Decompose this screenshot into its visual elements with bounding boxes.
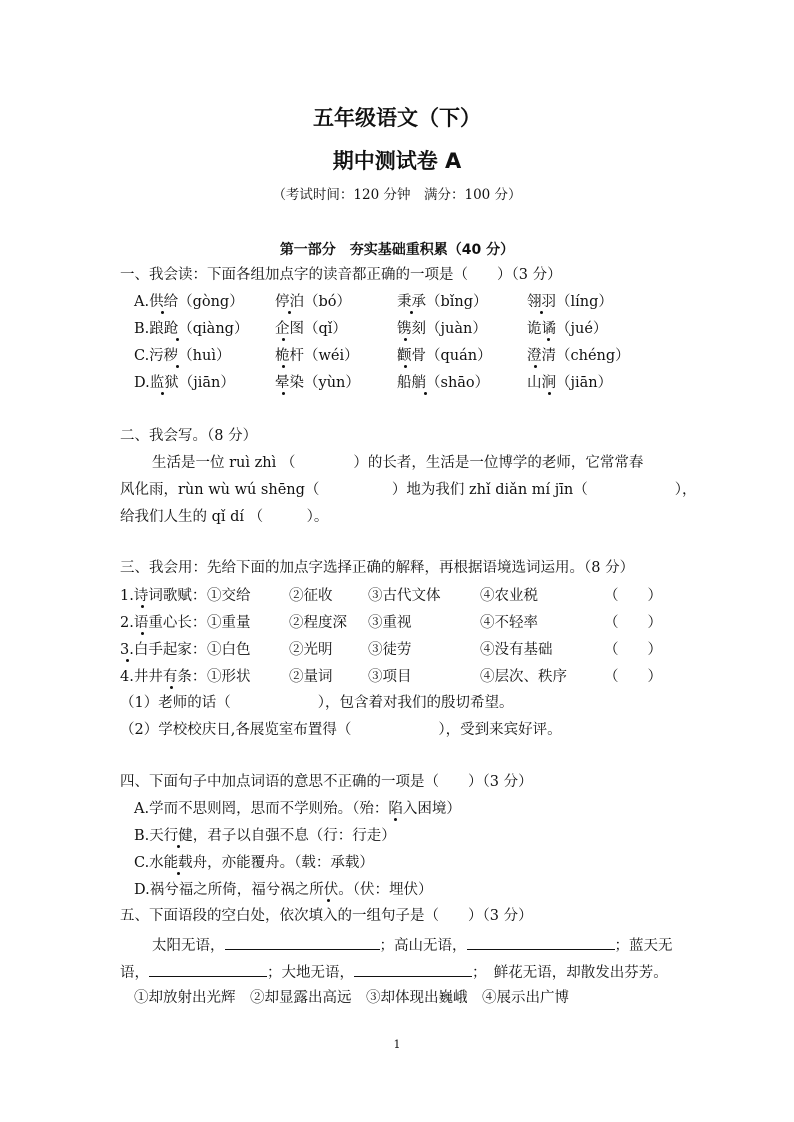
q5-paragraph-line-1 [152, 935, 673, 955]
q3-r1-word: 1.诗词歌赋： [120, 588, 207, 604]
emphasis-dot [288, 311, 291, 314]
q1-b-3: 镌刻（juàn） [397, 321, 487, 337]
q1-d-2: 晕染（yùn） [275, 375, 360, 391]
q3-r1-o1: ①交给 [207, 588, 251, 604]
emphasis-dot [141, 632, 144, 635]
emphasis-dot [404, 338, 407, 341]
q2-line-2: 风化雨，rùn wù wú shēng（ ）地为我们 zhǐ diǎn mí jīn（ ）， [120, 482, 697, 498]
q2-stem: 二、我会写。（8 分） [120, 428, 258, 444]
q1-c-3: 颧骨（quán） [397, 348, 492, 364]
q3-r2-o4: ④不轻率 [480, 615, 538, 631]
q3-r3-answer-blank[interactable]: （ ） [604, 642, 662, 658]
q5-p1a: 太阳无语， [152, 938, 225, 954]
q2-line-3: 给我们人生的 qǐ dí （ ）。 [120, 509, 329, 525]
q5-choices: ①却放射出光辉 ②却显露出高远 ③却体现出巍峨 ④展示出广博 [134, 990, 569, 1006]
q1-c-2: 桅杆（wéi） [275, 348, 359, 364]
title-line-2: 期中测试卷 A [332, 149, 462, 173]
q5-blank-1[interactable] [225, 935, 380, 950]
q1-stem: 一、我会读：下面各组加点字的读音都正确的一项是（ ）（3 分） [120, 267, 562, 283]
emphasis-dot [540, 311, 543, 314]
q3-r2-o3: ③重视 [368, 615, 412, 631]
q3-r1-answer-blank[interactable]: （ ） [604, 588, 662, 604]
q3-r3-o4: ④没有基础 [480, 642, 553, 658]
emphasis-dot [161, 392, 164, 395]
q1-a-2: 停泊（bó） [275, 294, 352, 310]
emphasis-dot [282, 338, 285, 341]
q3-r2-answer-blank[interactable]: （ ） [604, 615, 662, 631]
q1-b-2: 企图（qǐ） [275, 321, 347, 337]
emphasis-dot [547, 338, 550, 341]
q1-d-3: 船艄（shāo） [397, 375, 490, 391]
q3-r4-answer-blank[interactable]: （ ） [604, 669, 662, 685]
emphasis-dot [410, 311, 413, 314]
q3-sentence-1: （1）老师的话（ ），包含着对我们的殷切希望。 [120, 695, 514, 711]
q3-r3-o1: ①白色 [207, 642, 251, 658]
q3-r2-word: 2.语重心长： [120, 615, 207, 631]
q3-r4-o3: ③项目 [368, 669, 412, 685]
q1-c-1: C.污秽（huì） [134, 348, 231, 364]
q4-stem: 四、下面句子中加点词语的意思不正确的一项是（ ）（3 分） [120, 774, 533, 790]
q1-a-3: 秉承（bǐng） [397, 294, 488, 310]
q2-line-1: 生活是一位 ruì zhì （ ）的长者，生活是一位博学的老师，它常常春 [152, 455, 644, 471]
q5-blank-3[interactable] [149, 962, 267, 977]
q3-r1-o4: ④农业税 [480, 588, 538, 604]
q3-r3-o2: ②光明 [289, 642, 333, 658]
q3-stem: 三、我会用：先给下面的加点字选择正确的解释，再根据语境选词运用。（8 分） [120, 560, 635, 576]
q3-r1-o2: ②征收 [289, 588, 333, 604]
emphasis-dot [170, 686, 173, 689]
q1-d-1: D.监狱（jiān） [134, 375, 235, 391]
q5-p2a: 语， [120, 965, 149, 981]
emphasis-dot [177, 845, 180, 848]
q3-r2-o2: ②程度深 [289, 615, 347, 631]
q5-stem: 五、下面语段的空白处，依次填入的一组句子是（ ）（3 分） [120, 908, 533, 924]
part1-heading: 第一部分 夯实基础重积累（40 分） [279, 242, 515, 258]
emphasis-dot [141, 605, 144, 608]
exam-info: （考试时间：120 分钟 满分：100 分） [272, 187, 522, 203]
emphasis-dot [548, 392, 551, 395]
q5-p2b: ；大地无语， [267, 965, 354, 981]
emphasis-dot [394, 818, 397, 821]
q3-r4-o2: ②量词 [289, 669, 333, 685]
q3-r4-word: 4.井井有条： [120, 669, 207, 685]
q3-r3-word: 3.白手起家： [120, 642, 207, 658]
q3-r4-o4: ④层次、秩序 [480, 669, 567, 685]
emphasis-dot [177, 872, 180, 875]
q1-a-4: 翎羽（líng） [527, 294, 613, 310]
emphasis-dot [176, 365, 179, 368]
emphasis-dot [327, 899, 330, 902]
q1-b-1: B.踉跄（qiàng） [134, 321, 249, 337]
q1-d-4: 山涧（jiān） [527, 375, 613, 391]
q4-option-a: A.学而不思则罔，思而不学则殆。（殆：陷入困境） [134, 801, 461, 817]
emphasis-dot [282, 365, 285, 368]
q1-b-4: 诡谲（jué） [527, 321, 608, 337]
q3-r3-o3: ③徒劳 [368, 642, 412, 658]
emphasis-dot [534, 365, 537, 368]
q3-r1-o3: ③古代文体 [368, 588, 441, 604]
q1-a-1: A.供给（gòng） [134, 294, 244, 310]
q5-p1c: ；蓝天无 [614, 938, 673, 954]
q5-paragraph-line-2 [120, 962, 668, 982]
emphasis-dot [404, 365, 407, 368]
q3-r4-o1: ①形状 [207, 669, 251, 685]
q4-option-c: C.水能载舟，亦能覆舟。（载：承载） [134, 855, 374, 871]
emphasis-dot [176, 338, 179, 341]
q5-blank-4[interactable] [354, 962, 472, 977]
emphasis-dot [126, 659, 129, 662]
q5-p2c: ； 鲜花无语，却散发出芬芳。 [472, 965, 668, 981]
emphasis-dot [424, 392, 427, 395]
q5-p1b: ；高山无语， [379, 938, 467, 954]
q5-blank-2[interactable] [467, 935, 615, 950]
q3-r2-o1: ①重量 [207, 615, 251, 631]
q4-option-d: D.祸兮福之所倚，福兮祸之所伏。（伏：埋伏） [134, 882, 433, 898]
q3-sentence-2: （2）学校校庆日,各展览室布置得（ ），受到来宾好评。 [120, 722, 562, 738]
emphasis-dot [282, 392, 285, 395]
emphasis-dot [161, 311, 164, 314]
q4-option-b: B.天行健，君子以自强不息（行：行走） [134, 828, 396, 844]
title-line-1: 五年级语文（下） [313, 106, 481, 130]
q1-c-4: 澄清（chéng） [527, 348, 630, 364]
page-number: 1 [393, 1038, 401, 1051]
